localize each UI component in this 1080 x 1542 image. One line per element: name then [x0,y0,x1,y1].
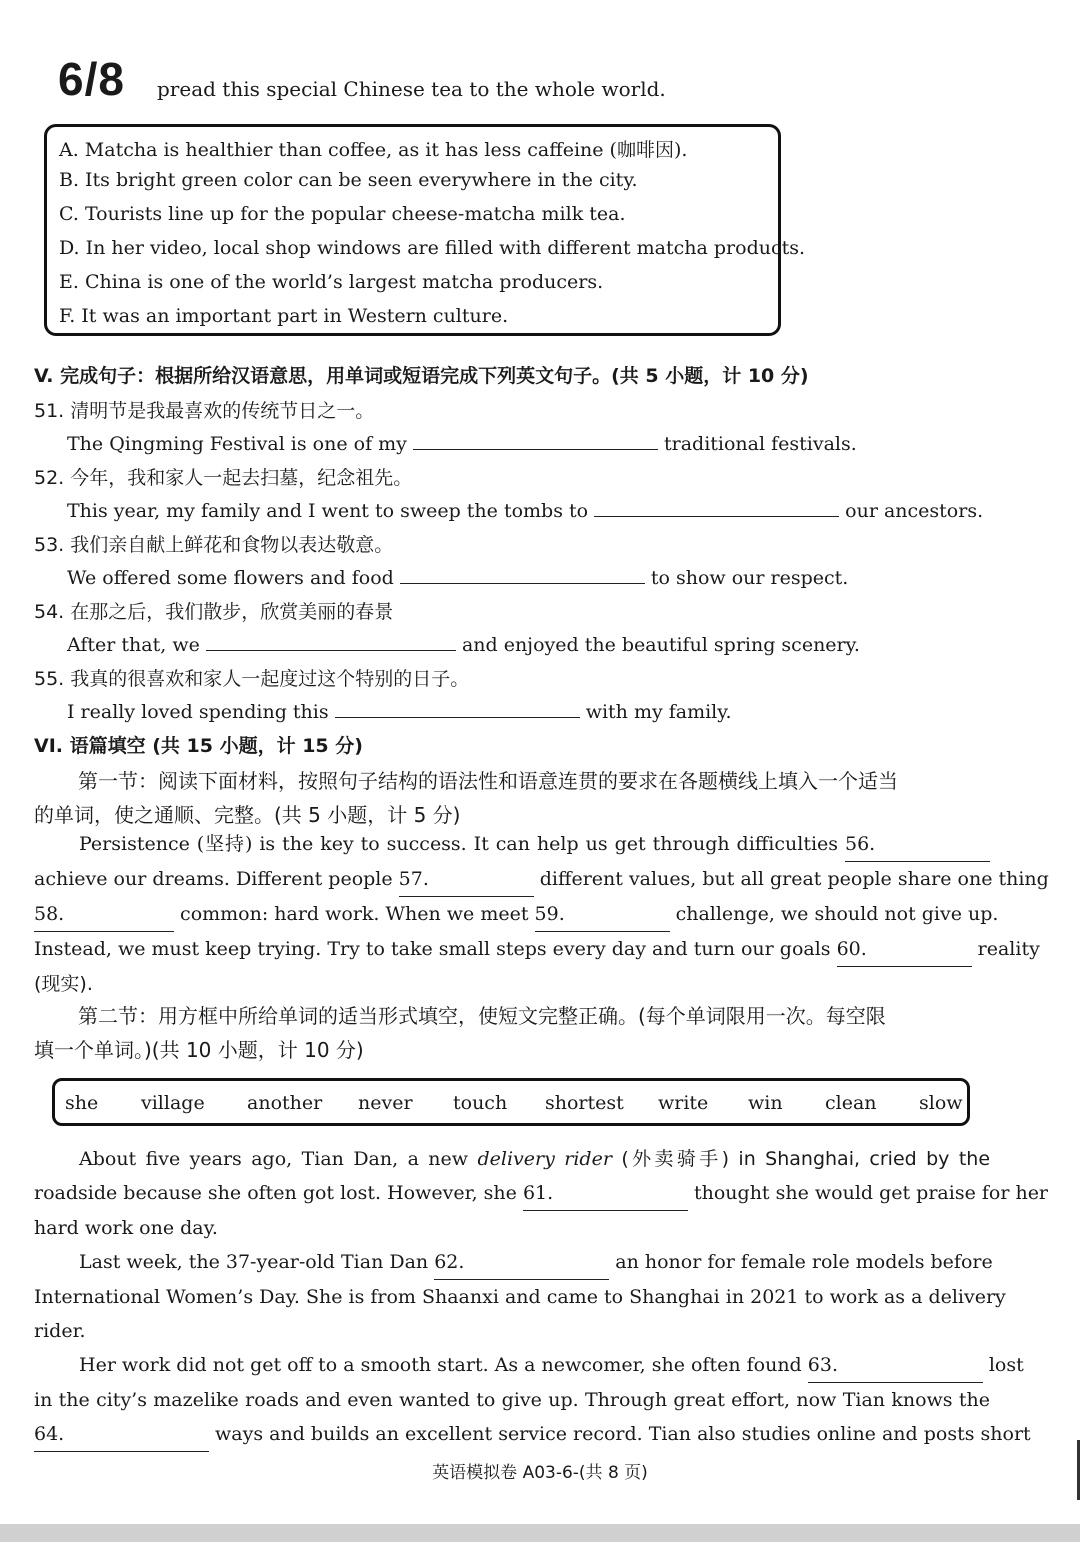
part2-line1 [34,1142,990,1176]
page-number-tag: 6/8 [58,53,125,105]
q51-chinese: 51. 清明节是我最喜欢的传统节日之一。 [34,400,375,422]
q51-text-after: traditional festivals. [664,433,857,455]
part2-line9 [34,1417,1031,1452]
page-footer: 英语模拟卷 A03-6-(共 8 页) [432,1463,648,1483]
q61-blank[interactable] [523,1176,688,1211]
q53-text-before: We offered some flowers and food [67,567,394,589]
word-bank-item: write [658,1092,709,1114]
q52-text-before: This year, my family and I went to sweep the tombs to [67,500,589,522]
option-d: D. In her video, local shop windows are filled with different matcha products. [59,237,806,259]
q53-chinese: 53. 我们亲自献上鲜花和食物以表达敬意。 [34,534,394,556]
q58-blank[interactable] [34,897,174,932]
part2-l2-text-b: thought she would get praise for her [693,1182,1049,1204]
q57-blank[interactable] [399,862,534,897]
q52-chinese: 52. 今年，我和家人一起去扫墓，纪念祖先。 [34,467,413,489]
part2-passage [34,1142,1049,1452]
part1-line3 [34,897,999,932]
part1-l1-text: Persistence (坚持) is the key to success. It can help us get through difficulties [79,833,839,855]
section6-title: VI. 语篇填空 (共 15 小题，计 15 分) [34,735,363,757]
part2-l2-text-a: roadside because she often got lost. However, she [34,1182,517,1204]
part2-l1-text-b: (外卖骑手) in Shanghai, cried by the [621,1148,991,1170]
q60-number: 60. [836,938,867,960]
part2-line6: rider. [34,1320,86,1342]
part2-l7-text-a: Her work did not get off to a smooth start. As a newcomer, she often found [79,1354,802,1376]
q55-text-before: I really loved spending this [67,701,329,723]
word-bank-item: win [748,1092,783,1114]
part2-l4-text-a: Last week, the 37-year-old Tian Dan [79,1251,429,1273]
q53-english [67,563,848,589]
part2-instruction-line1: 第二节：用方框中所给单词的适当形式填空，使短文完整正确。(每个单词限用一次。每空限 [78,1004,886,1028]
q51-english [67,429,857,455]
q63-blank[interactable] [808,1348,983,1383]
part1-instruction-line1: 第一节：阅读下面材料，按照句子结构的语法性和语意连贯的要求在各题横线上填入一个适当 [78,769,898,793]
q55-answer-blank[interactable] [335,697,580,718]
part1-l2-text-a: achieve our dreams. Different people [34,868,393,890]
q62-blank[interactable] [434,1245,609,1280]
q54-english [67,630,860,656]
scan-bottom-edge [0,1524,1080,1542]
top-line-text: pread this special Chinese tea to the whole world. [157,77,666,101]
q52-text-after: our ancestors. [845,500,984,522]
q56-blank[interactable] [845,827,990,862]
part1-passage [34,827,1049,1001]
part1-line1 [34,827,990,862]
part2-l9-text-b: ways and builds an excellent service record. Tian also studies online and posts short [215,1423,1031,1445]
part2-l7-text-b: lost [988,1354,1024,1376]
q54-answer-blank[interactable] [206,630,456,651]
word-bank-item: she [65,1092,99,1114]
options-box [44,124,806,336]
part1-l2-text-b: different values, but all great people share one thing [539,868,1049,890]
q59-blank[interactable] [535,897,670,932]
word-bank-item: clean [825,1092,877,1114]
q55-english [67,697,732,723]
q63-number: 63. [807,1354,838,1376]
part2-line4 [34,1245,993,1280]
q60-blank[interactable] [837,932,972,967]
part1-line5: (现实). [34,973,93,995]
q64-blank[interactable] [34,1417,209,1452]
q55-chinese: 55. 我真的很喜欢和家人一起度过这个特别的日子。 [34,668,470,690]
part2-l4-text-b: an honor for female role models before [615,1251,993,1273]
word-bank-item: village [141,1092,205,1114]
section5-title: V. 完成句子：根据所给汉语意思，用单词或短语完成下列英文句子。(共 5 小题，计 10 分) [34,365,809,387]
part1-l4-text-b: reality [977,938,1040,960]
option-a: A. Matcha is healthier than coffee, as it has less caffeine (咖啡因). [59,139,688,161]
part2-l1-italic: delivery rider [477,1148,612,1170]
part2-line7 [34,1348,1024,1383]
word-bank-item: touch [453,1092,508,1114]
word-bank-item: never [358,1092,413,1114]
q59-number: 59. [534,903,565,925]
part1-l3-text-b: challenge, we should not give up. [675,903,999,925]
q51-answer-blank[interactable] [413,429,658,450]
q57-number: 57. [398,868,429,890]
q52-english [67,496,983,522]
option-f: F. It was an important part in Western culture. [59,305,509,327]
part2-line3: hard work one day. [34,1217,218,1239]
q53-answer-blank[interactable] [400,563,645,584]
part1-l4-text-a: Instead, we must keep trying. Try to take small steps every day and turn our goals [34,938,831,960]
part1-line4 [34,932,1040,967]
part2-line2 [34,1176,1049,1211]
q52-answer-blank[interactable] [594,496,839,517]
q54-chinese: 54. 在那之后，我们散步，欣赏美丽的春景 [34,601,394,623]
q55-text-after: with my family. [585,701,732,723]
part1-line2 [34,862,1049,897]
option-e: E. China is one of the world’s largest matcha producers. [59,271,604,293]
q54-text-before: After that, we [67,634,200,656]
part2-line8: in the city’s mazelike roads and even wanted to give up. Through great effort, now Tian knows the [34,1389,990,1411]
q64-number: 64. [34,1423,65,1445]
part1-instruction-line2: 的单词，使之通顺、完整。(共 5 小题，计 5 分) [34,803,461,827]
q61-number: 61. [522,1182,554,1204]
word-bank-item: another [247,1092,323,1114]
part2-line5: International Women’s Day. She is from Shaanxi and came to Shanghai in 2021 to work as a delivery [34,1286,1006,1308]
word-bank-item: shortest [545,1092,624,1114]
q58-number: 58. [34,903,65,925]
part2-instruction-line2: 填一个单词。)(共 10 小题，计 10 分) [34,1038,364,1062]
q53-text-after: to show our respect. [650,567,849,589]
q62-number: 62. [434,1251,465,1273]
q56-number: 56. [845,833,876,855]
word-bank-box [52,1078,970,1126]
part2-l1-text: About five years ago, Tian Dan, a new [79,1148,469,1170]
q54-text-after: and enjoyed the beautiful spring scenery. [461,634,860,656]
q51-text-before: The Qingming Festival is one of my [67,433,407,455]
part1-l3-text-a: common: hard work. When we meet [180,903,529,925]
word-bank-item: slow [919,1092,963,1114]
option-c: C. Tourists line up for the popular cheese-matcha milk tea. [59,203,626,225]
option-b: B. Its bright green color can be seen everywhere in the city. [59,169,638,191]
